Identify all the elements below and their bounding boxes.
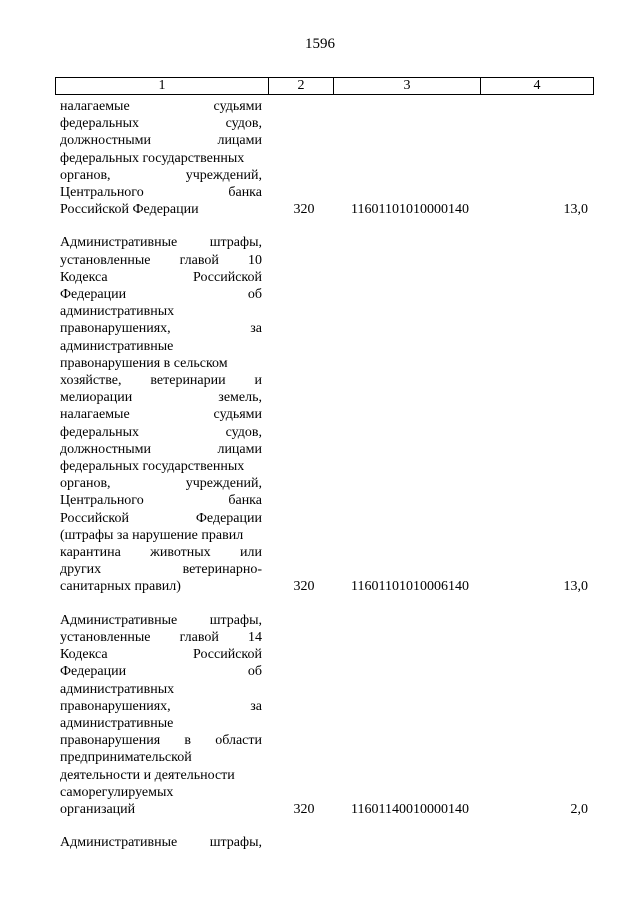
description-line: правонарушениях, за xyxy=(60,698,262,714)
description-line: федеральных государственных xyxy=(60,150,245,166)
description-line: организаций xyxy=(60,801,136,817)
description-line: Российской Федерации xyxy=(60,510,262,526)
description-line: должностными лицами xyxy=(60,133,262,149)
description-line: правонарушения в области xyxy=(60,733,262,749)
admin-code: 320 xyxy=(293,579,315,595)
description-line: налагаемые судьями xyxy=(60,99,262,114)
description-line: административных xyxy=(60,304,175,320)
description-line: (штрафы за нарушение правил xyxy=(60,527,244,543)
row-description xyxy=(60,834,262,851)
amount: 2,0 xyxy=(570,801,588,817)
description-line: Административные штрафы, xyxy=(60,235,262,251)
page-number: 1596 xyxy=(305,36,335,52)
table-header xyxy=(55,77,594,95)
budget-code: 11601101010006140 xyxy=(351,579,469,595)
description-line: Кодекса Российской xyxy=(60,269,262,285)
description-line: мелиорации земель, xyxy=(60,390,262,406)
description-line: Российской Федерации xyxy=(60,202,199,218)
description-line: Федерации об xyxy=(60,287,262,303)
table-body xyxy=(60,98,600,851)
description-line: правонарушениях, за xyxy=(60,321,262,337)
description-line: Административные штрафы, xyxy=(60,835,262,851)
description-line: должностными лицами xyxy=(60,441,262,457)
admin-code: 320 xyxy=(293,202,315,218)
description-line: санитарных правил) xyxy=(60,579,181,595)
header-col-4: 4 xyxy=(533,78,541,93)
budget-code: 11601140010000140 xyxy=(351,801,469,817)
row-description xyxy=(60,98,262,218)
amount: 13,0 xyxy=(563,579,588,595)
description-line: налагаемые судьями xyxy=(60,407,262,423)
description-line: федеральных судов, xyxy=(60,116,262,132)
header-col-3: 3 xyxy=(334,78,481,94)
header-col-1: 1 xyxy=(56,78,269,94)
table-row xyxy=(60,98,600,218)
admin-code: 320 xyxy=(293,801,315,817)
description-line: федеральных государственных xyxy=(60,459,245,475)
description-line: саморегулируемых xyxy=(60,784,174,800)
header-col-2: 2 xyxy=(269,78,334,94)
description-line: Центрального банка xyxy=(60,493,262,509)
table-row xyxy=(60,234,600,595)
description-line: установленные главой 10 xyxy=(60,252,262,268)
description-line: административных xyxy=(60,681,175,697)
description-line: административные xyxy=(60,715,174,731)
description-line: органов, учреждений, xyxy=(60,476,262,492)
description-line: правонарушения в сельском xyxy=(60,355,228,371)
description-line: Федерации об xyxy=(60,664,262,680)
description-line: федеральных судов, xyxy=(60,424,262,440)
table-row xyxy=(60,834,600,851)
description-line: органов, учреждений, xyxy=(60,167,262,183)
description-line: установленные главой 14 xyxy=(60,629,262,645)
row-description xyxy=(60,234,262,595)
table-row xyxy=(60,612,600,818)
description-line: Центрального банка xyxy=(60,185,262,201)
description-line: Административные штрафы, xyxy=(60,612,262,628)
description-line: Кодекса Российской xyxy=(60,647,262,663)
description-line: других ветеринарно- xyxy=(60,562,262,578)
description-line: карантина животных или xyxy=(60,545,262,561)
description-line: деятельности и деятельности xyxy=(60,767,235,783)
amount: 13,0 xyxy=(563,202,588,218)
description-line: предпринимательской xyxy=(60,750,192,766)
row-description xyxy=(60,612,262,818)
description-line: административные xyxy=(60,338,174,354)
description-line: хозяйстве, ветеринарии и xyxy=(60,373,262,389)
budget-code: 11601101010000140 xyxy=(351,202,469,218)
